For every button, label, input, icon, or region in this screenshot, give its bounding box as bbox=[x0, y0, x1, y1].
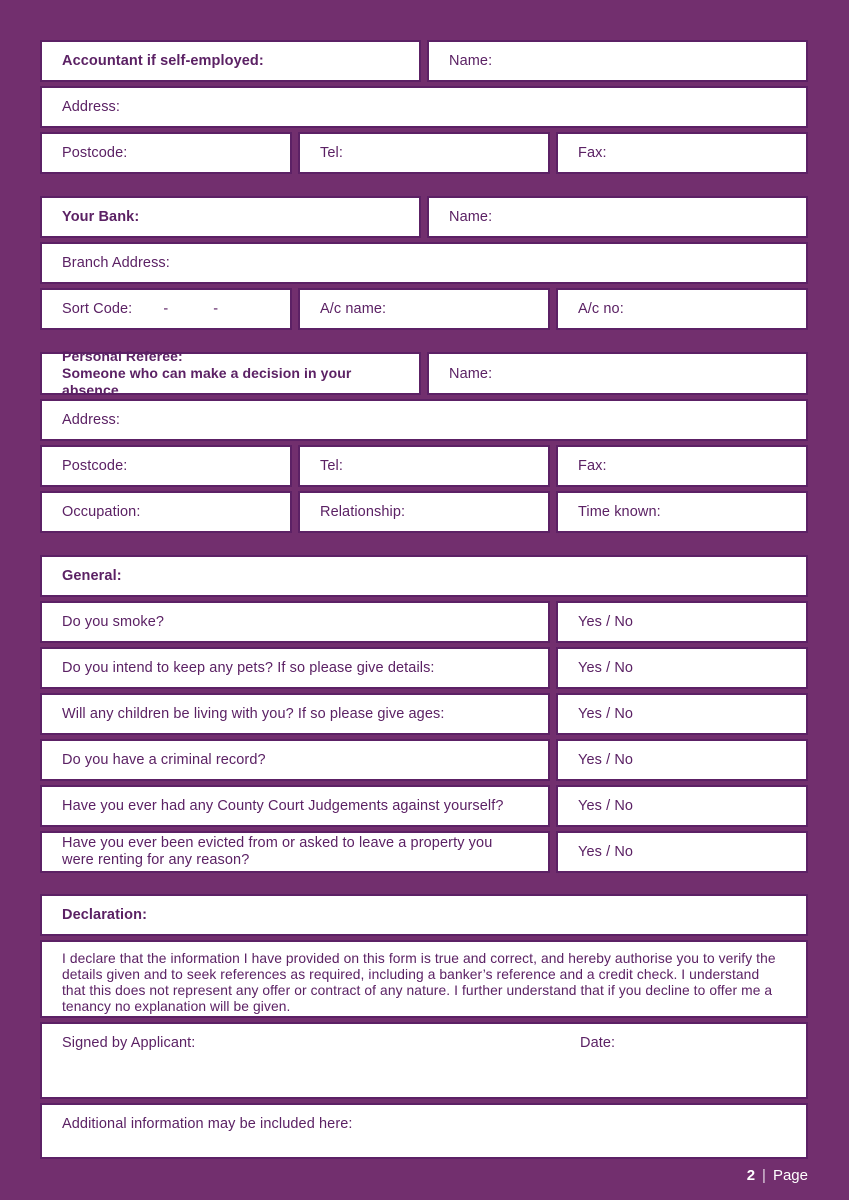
accountant-name-field bbox=[427, 40, 808, 82]
postcode-label: Postcode: bbox=[62, 458, 128, 474]
date-label: Date: bbox=[580, 1035, 616, 1051]
signature-row bbox=[40, 1022, 808, 1099]
bank-title: Your Bank: bbox=[62, 209, 140, 225]
answer-pets bbox=[556, 647, 808, 689]
question-text: Have you ever had any County Court Judgements against yourself? bbox=[62, 797, 504, 814]
declaration-title-box bbox=[40, 894, 808, 936]
bank-header-row bbox=[40, 196, 808, 238]
yes-no-label: Yes / No bbox=[578, 752, 634, 768]
address-label: Address: bbox=[62, 99, 121, 115]
referee-contact-row bbox=[40, 445, 808, 487]
question-row bbox=[40, 693, 808, 735]
bank-ac-no-field bbox=[556, 288, 808, 330]
sort-code-dash: - bbox=[213, 301, 219, 317]
tel-label: Tel: bbox=[320, 458, 343, 474]
question-text: Do you have a criminal record? bbox=[62, 751, 266, 768]
declaration-text: I declare that the information I have provided on this form is true and correct, and hereby authorise you to verify the details given and to seek references as required, including a banker’s reference and a credit check. I understand that this does not represent any offer or contract of any nature. I further understand that if you decline to offer me a tenancy no explanation will be given. bbox=[62, 951, 776, 1014]
name-label: Name: bbox=[449, 365, 493, 382]
fax-label: Fax: bbox=[578, 458, 607, 474]
section-referee bbox=[40, 348, 808, 533]
general-title: General: bbox=[62, 568, 122, 584]
name-label: Name: bbox=[449, 53, 493, 69]
referee-title-box bbox=[40, 348, 421, 398]
footer-separator: | bbox=[762, 1167, 766, 1184]
page-footer bbox=[747, 1167, 808, 1184]
accountant-address-field bbox=[40, 86, 808, 128]
accountant-title-box bbox=[40, 40, 421, 82]
yes-no-label: Yes / No bbox=[578, 614, 634, 630]
yes-no-label: Yes / No bbox=[578, 660, 634, 676]
declaration-title: Declaration: bbox=[62, 907, 147, 923]
question-row bbox=[40, 739, 808, 781]
question-evicted bbox=[40, 831, 550, 873]
answer-evicted bbox=[556, 831, 808, 873]
question-children bbox=[40, 693, 550, 735]
accountant-contact-row bbox=[40, 132, 808, 174]
form-page bbox=[40, 40, 808, 1159]
accountant-postcode-field bbox=[40, 132, 292, 174]
additional-info-row bbox=[40, 1103, 808, 1159]
referee-details-row bbox=[40, 491, 808, 533]
referee-occupation-field bbox=[40, 491, 292, 533]
yes-no-label: Yes / No bbox=[578, 844, 634, 860]
section-bank bbox=[40, 196, 808, 330]
general-header-row bbox=[40, 555, 808, 597]
question-text: Will any children be living with you? If so please give ages: bbox=[62, 705, 445, 722]
question-smoke bbox=[40, 601, 550, 643]
ac-name-label: A/c name: bbox=[320, 301, 387, 317]
address-label: Address: bbox=[62, 412, 121, 428]
question-text: Do you smoke? bbox=[62, 613, 165, 630]
bank-name-field bbox=[427, 196, 808, 238]
occupation-label: Occupation: bbox=[62, 504, 141, 520]
bank-branch-address-row bbox=[40, 242, 808, 284]
question-criminal-record bbox=[40, 739, 550, 781]
signature-field bbox=[40, 1022, 808, 1099]
bank-title-box bbox=[40, 196, 421, 238]
referee-address-field bbox=[40, 399, 808, 441]
relationship-label: Relationship: bbox=[320, 504, 406, 520]
sort-code-label: Sort Code: bbox=[62, 301, 133, 317]
bank-account-row bbox=[40, 288, 808, 330]
branch-address-label: Branch Address: bbox=[62, 255, 170, 271]
bank-sort-code-field bbox=[40, 288, 292, 330]
question-row bbox=[40, 831, 808, 873]
postcode-label: Postcode: bbox=[62, 145, 128, 161]
question-row bbox=[40, 647, 808, 689]
tel-label: Tel: bbox=[320, 145, 343, 161]
referee-header-row bbox=[40, 348, 808, 398]
accountant-title: Accountant if self-employed: bbox=[62, 53, 264, 69]
yes-no-label: Yes / No bbox=[578, 798, 634, 814]
accountant-header-row bbox=[40, 40, 808, 82]
question-row bbox=[40, 785, 808, 827]
answer-children bbox=[556, 693, 808, 735]
referee-tel-field bbox=[298, 445, 550, 487]
section-accountant bbox=[40, 40, 808, 174]
page-number: 2 bbox=[746, 1167, 756, 1184]
sort-code-dash: - bbox=[163, 301, 169, 317]
ac-no-label: A/c no: bbox=[578, 301, 624, 317]
bank-branch-address-field bbox=[40, 242, 808, 284]
time-known-label: Time known: bbox=[578, 504, 661, 520]
answer-smoke bbox=[556, 601, 808, 643]
declaration-text-row bbox=[40, 940, 808, 1018]
accountant-address-row bbox=[40, 86, 808, 128]
referee-title-line2: Someone who can make a decision in your absence bbox=[62, 365, 352, 398]
question-row bbox=[40, 601, 808, 643]
additional-info-label: Additional information may be included here: bbox=[62, 1116, 353, 1132]
declaration-text-box bbox=[40, 940, 808, 1018]
signed-by-applicant-label: Signed by Applicant: bbox=[62, 1035, 196, 1051]
referee-title-line1: Personal Referee: bbox=[62, 348, 183, 364]
referee-address-row bbox=[40, 399, 808, 441]
page-label: Page bbox=[772, 1167, 808, 1184]
name-label: Name: bbox=[449, 209, 493, 225]
question-text: Have you ever been evicted from or asked to leave a property you were renting for any reason? bbox=[62, 835, 493, 868]
question-ccj bbox=[40, 785, 550, 827]
additional-info-field bbox=[40, 1103, 808, 1159]
yes-no-label: Yes / No bbox=[578, 706, 634, 722]
referee-time-known-field bbox=[556, 491, 808, 533]
referee-name-field bbox=[427, 352, 808, 395]
referee-relationship-field bbox=[298, 491, 550, 533]
fax-label: Fax: bbox=[578, 145, 607, 161]
section-declaration bbox=[40, 894, 808, 1159]
accountant-tel-field bbox=[298, 132, 550, 174]
question-pets bbox=[40, 647, 550, 689]
section-general bbox=[40, 555, 808, 873]
answer-criminal-record bbox=[556, 739, 808, 781]
referee-fax-field bbox=[556, 445, 808, 487]
bank-ac-name-field bbox=[298, 288, 550, 330]
answer-ccj bbox=[556, 785, 808, 827]
accountant-fax-field bbox=[556, 132, 808, 174]
general-title-box bbox=[40, 555, 808, 597]
declaration-header-row bbox=[40, 894, 808, 936]
question-text: Do you intend to keep any pets? If so please give details: bbox=[62, 659, 435, 676]
referee-postcode-field bbox=[40, 445, 292, 487]
